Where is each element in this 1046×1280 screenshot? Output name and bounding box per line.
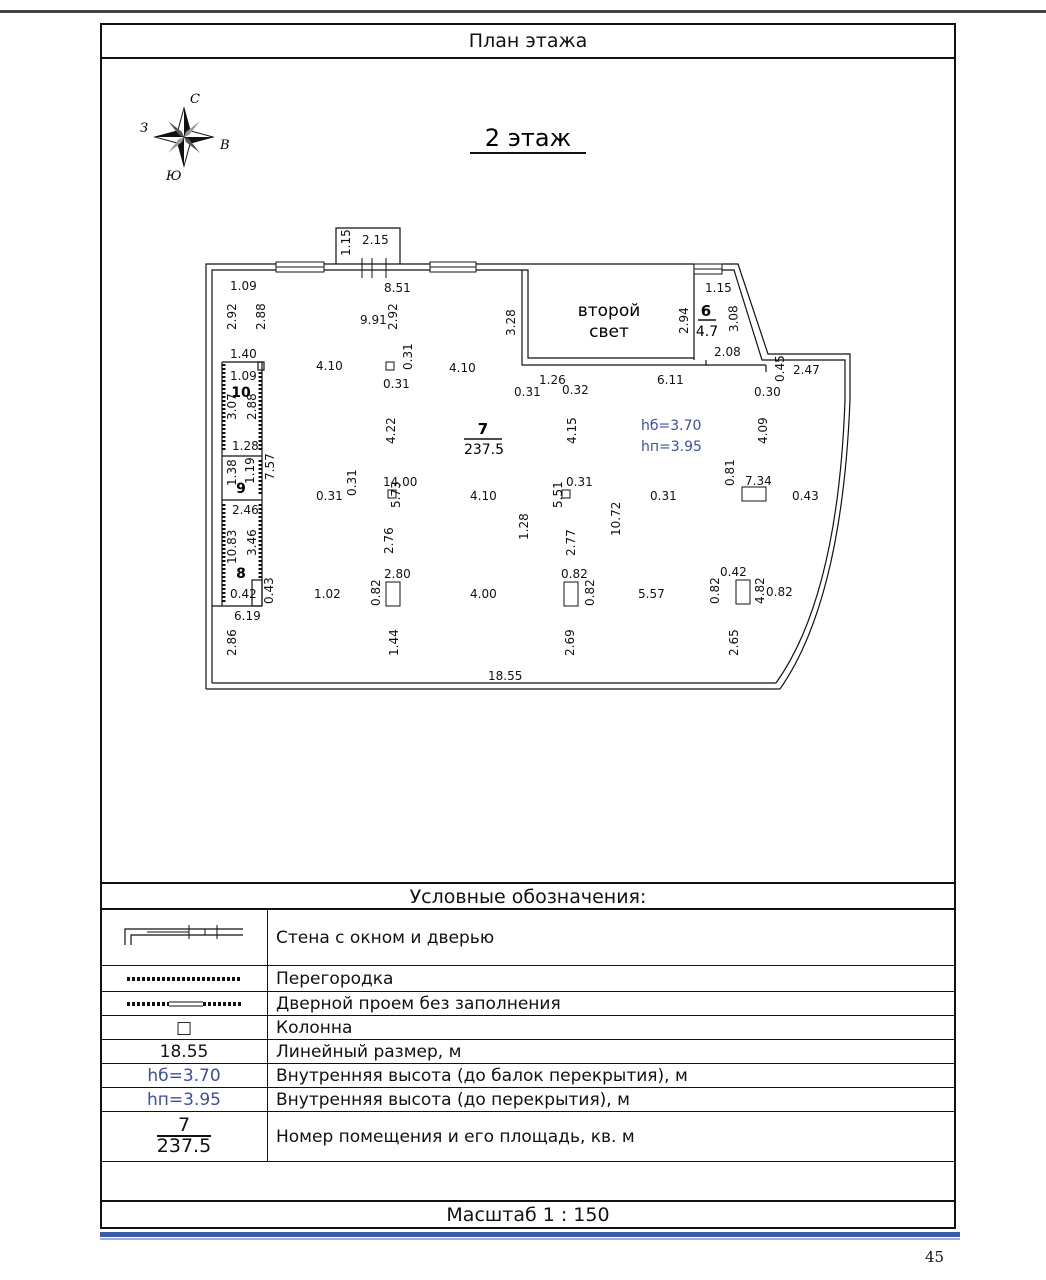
dim-label: 1.28 <box>232 439 259 453</box>
page-title: План этажа <box>102 25 954 59</box>
footer-rule <box>100 1232 960 1237</box>
dim-label: 8.51 <box>384 281 411 295</box>
dim-label: 2.08 <box>714 345 741 359</box>
legend-room-area: 237.5 <box>156 1135 212 1158</box>
dim-label: 14.00 <box>383 475 418 489</box>
dim-label: 2.76 <box>382 527 396 554</box>
room-9-number: 9 <box>236 481 246 497</box>
dim-label: 0.31 <box>316 489 343 503</box>
dim-label: 2.65 <box>727 629 741 656</box>
dim-label: 1.40 <box>230 347 257 361</box>
room-8-number: 8 <box>236 566 246 582</box>
legend-label: Номер помещения и его площадь, кв. м <box>268 1112 956 1162</box>
dim-label: 0.43 <box>792 489 819 503</box>
legend-symbol-dimension: 18.55 <box>101 1040 268 1064</box>
floor-label: 2 этаж <box>484 124 572 152</box>
dim-label: 2.80 <box>384 567 411 581</box>
dim-label: 1.19 <box>243 457 257 484</box>
dim-label: 3.46 <box>245 529 259 556</box>
window-openings <box>276 258 722 278</box>
legend-label: Дверной проем без заполнения <box>268 992 956 1016</box>
dim-label: 2.92 <box>386 303 400 330</box>
floor-plan <box>100 55 956 880</box>
legend-row <box>101 1064 956 1088</box>
dim-label: 4.10 <box>449 361 476 375</box>
dim-label: 4.15 <box>565 417 579 444</box>
dim-label: 0.31 <box>345 469 359 496</box>
legend-row <box>101 1040 956 1064</box>
dim-label: 1.09 <box>230 279 257 293</box>
dim-label: 0.45 <box>773 355 787 382</box>
dim-label: 0.31 <box>383 377 410 391</box>
dim-label: 0.31 <box>566 475 593 489</box>
dim-label: 6.19 <box>234 609 261 623</box>
legend-row <box>101 1112 956 1162</box>
dim-label: 2.92 <box>225 303 239 330</box>
dim-label: 0.82 <box>561 567 588 581</box>
dim-label: 3.08 <box>726 305 741 333</box>
legend-row <box>101 992 956 1016</box>
dim-label: 4.10 <box>316 359 343 373</box>
dim-label: 5.51 <box>551 481 565 508</box>
dim-label: 2.69 <box>563 629 577 656</box>
second-light-line2: свет <box>589 322 629 342</box>
legend-symbol-ceiling-height: hп=3.95 <box>101 1088 268 1112</box>
scale-label: Масштаб 1 : 150 <box>100 1200 956 1229</box>
room-10-number: 10 <box>231 385 251 401</box>
dim-label: 0.82 <box>583 579 597 606</box>
dim-label: 0.32 <box>562 383 589 397</box>
column-icon: □ <box>101 1016 268 1040</box>
beam-height: hб=3.70 <box>641 418 702 434</box>
dim-label: 0.43 <box>262 577 276 604</box>
dim-label: 0.81 <box>723 459 737 486</box>
legend-row <box>101 1088 956 1112</box>
second-light-line1: второй <box>577 301 641 321</box>
dim-label: 9.91 <box>360 313 387 327</box>
dim-label: 0.82 <box>369 579 383 606</box>
dim-label: 1.28 <box>517 513 531 540</box>
compass-south: Ю <box>166 169 182 184</box>
dim-label: 0.31 <box>401 343 415 370</box>
compass-icon <box>155 108 213 166</box>
outer-walls <box>206 228 850 689</box>
dim-label: 2.88 <box>245 393 259 420</box>
dim-label: 2.47 <box>793 363 820 377</box>
dim-label: 2.15 <box>362 233 389 247</box>
legend-room-number: 7 <box>157 1116 211 1138</box>
dim-label: 5.57 <box>638 587 665 601</box>
dim-label: 6.11 <box>657 373 684 387</box>
dim-label: 1.26 <box>539 373 566 387</box>
dim-label: 4.00 <box>470 587 497 601</box>
legend-symbol-room-number <box>101 1112 268 1162</box>
dim-label: 4.10 <box>470 489 497 503</box>
dim-label: 0.31 <box>514 385 541 399</box>
dim-label: 7.34 <box>745 474 772 488</box>
legend-label: Перегородка <box>268 966 956 992</box>
dim-label: 2.88 <box>254 303 268 330</box>
dim-label: 0.82 <box>766 585 793 599</box>
legend-label: Стена с окном и дверью <box>268 910 956 966</box>
dim-label: 3.07 <box>225 393 239 420</box>
legend-label: Внутренняя высота (до балок перекрытия), м <box>268 1064 956 1088</box>
dim-label: 18.55 <box>488 669 523 683</box>
legend-row <box>101 966 956 992</box>
dim-label: 2.46 <box>232 503 259 517</box>
dim-label: 1.44 <box>387 629 401 656</box>
legend-table <box>100 909 956 1162</box>
dim-label: 4.22 <box>384 417 398 444</box>
dim-label: 1.15 <box>339 229 353 256</box>
dim-label: 0.31 <box>650 489 677 503</box>
legend-symbol-doorway <box>101 992 268 1016</box>
ceiling-height: hп=3.95 <box>641 439 702 455</box>
legend-symbol-wall <box>101 910 268 966</box>
dim-label: 1.15 <box>705 281 732 295</box>
legend-title: Условные обозначения: <box>100 882 956 910</box>
dim-label: 7.57 <box>263 453 277 480</box>
legend-row <box>101 910 956 966</box>
dim-label: 1.02 <box>314 587 341 601</box>
dim-label: 2.86 <box>225 629 239 656</box>
dim-label: 0.82 <box>708 577 722 604</box>
room-6-number: 6 <box>700 302 712 320</box>
dim-label: 2.77 <box>564 529 578 556</box>
dim-label: 10.83 <box>225 529 239 564</box>
dim-label: 4.09 <box>756 417 770 444</box>
room-7-area: 237.5 <box>463 442 505 458</box>
room-7-number: 7 <box>477 420 489 438</box>
footer-rule-thin <box>100 1238 960 1240</box>
compass-east: В <box>220 138 230 153</box>
legend-row <box>101 1016 956 1040</box>
top-rule <box>0 0 1046 13</box>
legend-label: Внутренняя высота (до перекрытия), м <box>268 1088 956 1112</box>
dim-label: 5.73 <box>389 481 403 508</box>
dim-label: 1.09 <box>230 369 257 383</box>
dim-label: 4.82 <box>753 577 767 604</box>
dim-label: 3.28 <box>504 309 518 336</box>
legend-label: Линейный размер, м <box>268 1040 956 1064</box>
dim-label: 1.38 <box>225 459 239 486</box>
legend-symbol-beam-height: hб=3.70 <box>101 1064 268 1088</box>
dim-label: 10.72 <box>609 501 623 536</box>
room-6-area: 4.7 <box>695 324 719 340</box>
legend-symbol-partition <box>101 966 268 992</box>
dim-label: 0.30 <box>754 385 781 399</box>
dim-label: 2.94 <box>677 307 691 334</box>
compass-north: С <box>190 92 200 107</box>
dim-label: 0.42 <box>720 565 747 579</box>
legend-label: Колонна <box>268 1016 956 1040</box>
dim-label: 0.42 <box>230 587 257 601</box>
page-number: 45 <box>925 1248 945 1266</box>
compass-west: З <box>140 121 149 136</box>
